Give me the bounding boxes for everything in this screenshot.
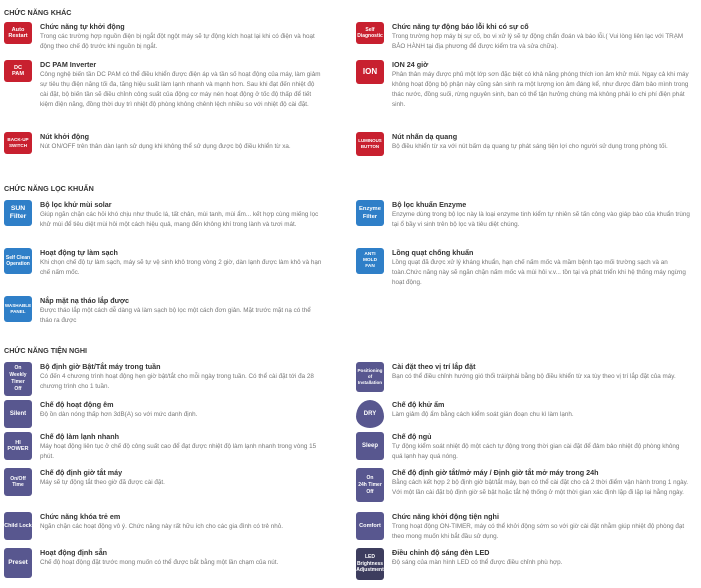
feature-title: Chế độ định giờ tắt/mở máy / Định giờ tắt mở máy trong 24h: [392, 468, 599, 477]
onoff-timer-icon: On/Off Time: [4, 468, 32, 496]
anti-mold-fan-icon: ANTI MOLD FAN: [356, 248, 384, 274]
feature-desc: Lồng quạt đã được xử lý kháng khuẩn, hạn chế nấm mốc và mầm bệnh tạo mối trường sạch và an toàn.Chức năng này sẽ ngăn chặn nấm mốc và mùi hôi v.v... tồn tại và phát triển khi hệ thống máy ngừng hoạt động.: [392, 259, 686, 286]
feature-title: Chế độ làm lạnh nhanh: [40, 432, 120, 441]
feature-title: Điều chỉnh độ sáng đèn LED: [392, 548, 490, 557]
preset-icon: Preset: [4, 548, 32, 578]
led-brightness-icon: LED Brightness Adjustment: [356, 548, 384, 580]
feature-desc: Bằng cách kết hợp 2 bộ định giờ bật/tắt máy, bạn có thể cài đặt cho cả 2 thời điểm vận hành trong 1 ngày. Với một lần cài đặt bộ định giờ sẽ bật hoặc tắt hệ thống ở một thời gian xác định lặp đi lặp lại hằng ngày.: [392, 479, 689, 496]
feature-desc: Có đến 4 chương trình hoạt động hẹn giờ bật/tắt cho mỗi ngày trong tuần. Có thể cài đặt tới đa 28 chương trình cho 1 tuần.: [40, 373, 314, 390]
section-title-other: CHỨC NĂNG KHÁC: [4, 8, 72, 17]
child-lock-icon: Child Lock: [4, 512, 32, 540]
feature-title: Nút khởi động: [40, 132, 90, 141]
section-title-filter: CHỨC NĂNG LỌC KHUẨN: [4, 184, 94, 193]
feature-title: DC PAM Inverter: [40, 60, 97, 69]
hi-power-icon: HI POWER: [4, 432, 32, 460]
auto-restart-icon: Auto Restart: [4, 22, 32, 44]
feature-title: Lồng quạt chống khuẩn: [392, 248, 474, 257]
feature-desc: Độ sáng của màn hình LED có thể được điều chỉnh phù hợp.: [392, 559, 563, 566]
feature-title: Nắp mặt nạ tháo lắp được: [40, 296, 129, 305]
self-clean-icon: Self Clean Operation: [4, 248, 32, 274]
sleep-icon: Sleep: [356, 432, 384, 460]
timer-24h-icon: On 24h Timer Off: [356, 468, 384, 502]
feature-desc: Chế độ hoạt động đặt trước mong muốn có thể được bắt bằng một lần chạm của nút.: [40, 559, 279, 566]
feature-desc: Ngăn chặn các hoạt động vô ý. Chức năng này rất hữu ích cho các gia đình có trẻ nhỏ.: [40, 523, 283, 530]
feature-desc: Enzyme dùng trong bộ lọc này là loại enzyme tinh kiểm tự nhiên sẽ tấn công vào giáp bào của khuẩn trùng tại ổ bầy vi sinh trên bộ lọc và tiêu diệt chúng.: [392, 211, 690, 228]
silent-icon: Silent: [4, 400, 32, 428]
feature-desc: Máy sẽ tự động tắt theo giờ đã được cài đặt.: [40, 479, 165, 486]
feature-desc: Công nghệ biến tần DC PAM có thể điều khiển được điện áp và tần số hoạt động của máy, làm giảm sự tiêu thụ điện năng tối đa, tăng hiệu suất làm lạnh nhanh và mạnh hơn. Sau khi đạt đến nhiệt độ cài đặt, bộ biến tần sẽ điều chỉnh công suất của động cơ máy nén hoạt động ở tốc độ thấp để tiết kiệm điện năng, đồng thời duy trì nhiệt độ phòng không chênh lệch nhiều so với nhiệt độ cài đặt.: [40, 71, 321, 108]
feature-desc: Trong hoạt động ON-TIMER, máy có thể khởi động sớm so với giờ cài đặt nhằm giúp nhiệt độ phòng đạt theo mong muốn khi bắt đầu sử dụng.: [392, 523, 685, 540]
feature-title: Chế độ khử ẩm: [392, 400, 445, 409]
feature-title: Chức năng tự động báo lỗi khi có sự cố: [392, 22, 529, 31]
feature-desc: Khi chọn chế độ tự làm sạch, máy sẽ tự vệ sinh khô trong vòng 2 giờ, dàn lạnh được làm khô và hạn chế nấm mốc.: [40, 259, 322, 276]
comfort-icon: Comfort: [356, 512, 384, 540]
enzyme-filter-icon: Enzyme Filter: [356, 200, 384, 226]
feature-desc: Làm giảm độ ẩm bằng cách kiểm soát gián đoạn chu kì làm lạnh.: [392, 411, 574, 418]
feature-title: Chức năng khóa trẻ em: [40, 512, 121, 521]
feature-desc: Phân thân máy được phủ một lớp sơn đặc biệt có khả năng phóng thích ion âm khử mùi. Ngay cả khi máy không hoạt động bộ phận này cũng sản sinh ra một lượng ion âm đáng kể, như được đảm bảo mình trong thác nước, đồng suối, rừng nguyên sinh, ban có thể tận hưởng chúng mà không phải lo chi phí điện phát sinh.: [392, 71, 689, 108]
positioning-icon: Positioning of Installation: [356, 362, 384, 392]
feature-desc: Trong trường hợp máy bị sự cố, bo vi xử lý sẽ tự động chẩn đoán và báo lỗi.( Vui lòng liên lạc với TRẠM BẢO HÀNH tại địa phương để được kiểm tra và sửa chữa).: [392, 33, 684, 50]
self-diagnostic-icon: Self Diagnostic: [356, 22, 384, 44]
feature-title: Chế độ ngủ: [392, 432, 432, 441]
feature-desc: Bộ điều khiển từ xa với nút bấm dạ quang tự phát sáng tiện lợi cho người sử dụng trong phòng tối.: [392, 143, 668, 150]
feature-title: Chức năng khởi động tiện nghi: [392, 512, 499, 521]
feature-title: Chức năng tự khởi động: [40, 22, 125, 31]
feature-desc: Giúp ngăn chặn các hỏi khó chịu như thuốc lá, tất chân, mùi tanh, mùi ẩm... kết hợp cùng miếng lọc khử mùi để tiêu diệt mùi hôi một cách hiệu quả, mang đến không khí trong lành và tươi mát.: [40, 211, 319, 228]
feature-title: Bộ lọc khử mùi solar: [40, 200, 112, 209]
luminous-button-icon: LUMINOUS BUTTON: [356, 132, 384, 156]
section-title-utility: CHỨC NĂNG TIỆN NGHI: [4, 346, 88, 355]
feature-title: Hoạt động tự làm sạch: [40, 248, 118, 257]
feature-desc: Độ ồn dàn nóng thấp hơn 3dB(A) so với mức danh định.: [40, 411, 198, 418]
feature-desc: Tự động kiểm soát nhiệt độ một cách tự động trong thời gian cài đặt để đảm bảo nhiệt độ phòng không quá lạnh hay quá nóng.: [392, 443, 680, 460]
feature-title: Bộ định giờ Bật/Tắt máy trong tuần: [40, 362, 161, 371]
feature-desc: Nút ON/OFF trên thân dàn lạnh sử dụng khi không thể sử dụng được bộ điều khiển từ xa.: [40, 143, 291, 150]
ion-icon: ION: [356, 60, 384, 84]
sun-filter-icon: SUN Filter: [4, 200, 32, 226]
feature-title: Chế độ hoạt động êm: [40, 400, 114, 409]
feature-title: Hoạt động định sẵn: [40, 548, 108, 557]
feature-title: Bộ lọc khuẩn Enzyme: [392, 200, 467, 209]
dry-icon: DRY: [356, 400, 384, 428]
feature-desc: Bạn có thể điều chỉnh hướng gió thổi trái/phải bằng bộ điều khiển từ xa tùy theo vị trí lắp đặt của máy.: [392, 373, 676, 380]
feature-title: Cài đặt theo vị trí lắp đặt: [392, 362, 476, 371]
feature-desc: Máy hoạt động liên tục ở chế độ công suất cao để đạt được nhiệt độ làm lạnh nhanh trong vòng 15 phút.: [40, 443, 317, 460]
feature-title: Nút nhấn dạ quang: [392, 132, 458, 141]
washable-panel-icon: WASHABLE PANEL: [4, 296, 32, 322]
backup-switch-icon: BACK-UP SWITCH: [4, 132, 32, 154]
weekly-timer-icon: On Weekly Timer Off: [4, 362, 32, 396]
feature-title: Chế độ định giờ tắt máy: [40, 468, 123, 477]
feature-desc: Trong các trường hợp nguồn điện bị ngắt đột ngột máy sẽ tự động kích hoạt lại khi có điện và hoạt động theo chế độ trước khi nguồn bị ngắt.: [40, 33, 315, 50]
dc-pam-icon: DC PAM: [4, 60, 32, 82]
feature-desc: Được tháo lắp một cách dễ dàng và làm sạch bộ lọc một cách đơn giản. Mặt trước mặt nạ có thể tháo ra được: [40, 307, 311, 324]
feature-title: ION 24 giờ: [392, 60, 429, 69]
